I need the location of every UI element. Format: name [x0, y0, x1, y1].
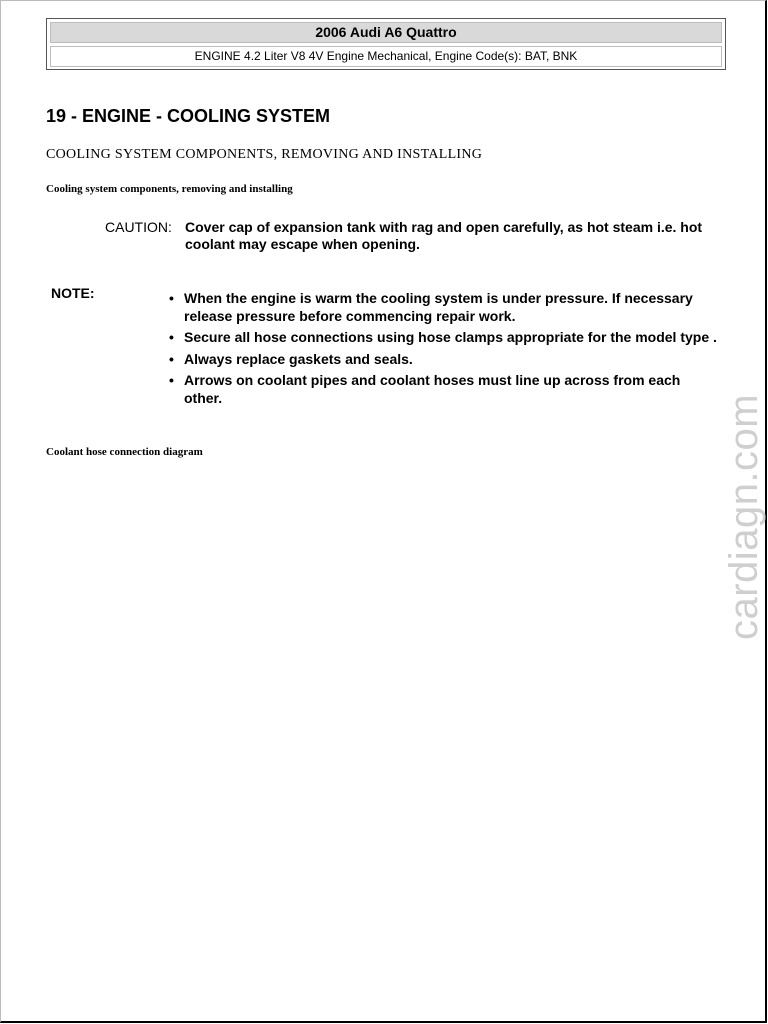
- note-label: NOTE:: [51, 285, 95, 301]
- vehicle-title: 2006 Audi A6 Quattro: [50, 22, 722, 43]
- watermark: cardiagn.com: [722, 393, 766, 640]
- note-list: [166, 290, 722, 411]
- figure-caption: Coolant hose connection diagram: [46, 446, 203, 458]
- list-item: • Arrows on coolant pipes and coolant hoses must line up across from each other.: [166, 372, 722, 407]
- section-heading: 19 - ENGINE - COOLING SYSTEM: [46, 106, 331, 126]
- list-item: • When the engine is warm the cooling system is under pressure. If necessary release pressure before commencing repair work.: [166, 290, 722, 325]
- list-item: • Always replace gaskets and seals.: [166, 351, 722, 369]
- engine-subtitle: ENGINE 4.2 Liter V8 4V Engine Mechanical, Engine Code(s): BAT, BNK: [50, 46, 722, 67]
- caution-text: Cover cap of expansion tank with rag and open carefully, as hot steam i.e. hot coolant may escape when opening.: [185, 219, 703, 252]
- document-header: [46, 18, 726, 70]
- caution-label: CAUTION:: [105, 219, 172, 235]
- section-subheading: COOLING SYSTEM COMPONENTS, REMOVING AND INSTALLING: [46, 147, 483, 162]
- list-item: • Secure all hose connections using hose clamps appropriate for the model type .: [166, 329, 722, 347]
- procedure-title: Cooling system components, removing and installing: [46, 183, 293, 195]
